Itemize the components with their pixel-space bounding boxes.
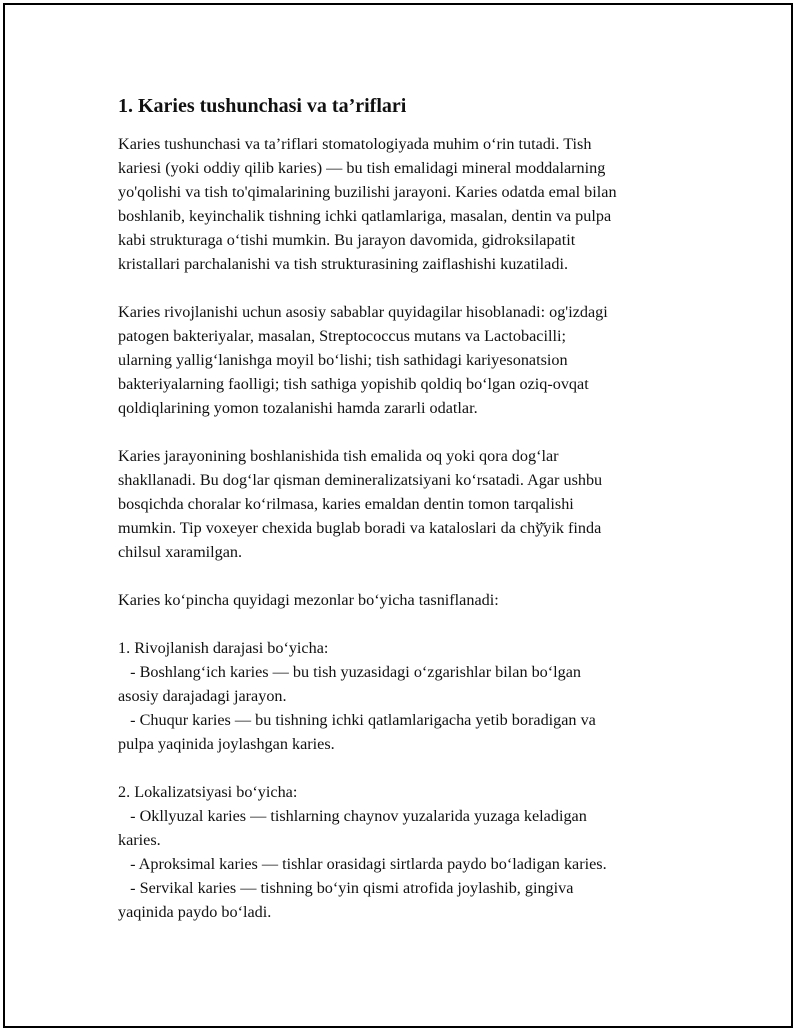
paragraph-causes: Karies rivojlanishi uchun asosiy sabablar quyidagilar hisoblanadi: og'izdagi patogen bakteriyalar, masalan, Streptococcus mutans va Lactobacilli; ularning yallig‘lanishga moyil bo‘lishi; tish sathidagi kariyesonatsion bakteriyalarning faolligi; tish sathiga yopishib qoldiq bo‘lgan oziq-ovqat qoldiqlarining yomon tozalanishi hamda zararli odatlar. [118,303,608,417]
classification-list-localization [118,780,698,924]
paragraph-early-stage: Karies jarayonining boshlanishida tish emalida oq yoki qora dog‘lar shakllanadi. Bu dog‘lar qisman demineralizatsiyani ko‘rsatadi. Agar ushbu bosqichda choralar ko‘rilmasa, karies emaldan dentin tomon tarqalishi mumkin. Tip voxeyer chexida buglab boradi va kataloslari da chў̆yik finda chilsul xaramilgan. [118,447,603,561]
list-item: - Okllyuzal karies — tishlarning chaynov yuzalarida yuzaga keladigan karies. [118,807,587,849]
paragraph-spacer [118,420,698,444]
list-title: 1. Rivojlanish darajasi bo‘yicha: [118,639,329,657]
paragraph-spacer [118,564,698,588]
list-item: - Aproksimal karies — tishlar orasidagi sirtlarda paydo bo‘ladigan karies. [118,855,607,873]
paragraph-definition: Karies tushunchasi va ta’riflari stomatologiyada muhim o‘rin tutadi. Tish kariesi (yoki oddiy qilib karies) — bu tish emalidagi mineral moddalarning yo'qolishi va tish to'qimalarining buzilishi jarayoni. Karies odatda emal bilan boshlanib, keyinchalik tishning ichki qatlamlariga, masalan, dentin va pulpa kabi strukturaga o‘tishi mumkin. Bu jarayon davomida, gidroksilapatit kristallari parchalanishi va tish strukturasining zaiflashishi kuzatiladi. [118,135,617,273]
paragraph-spacer [118,756,698,780]
section-heading: 1. Karies tushunchasi va ta’riflari [118,95,407,117]
paragraph-classification-intro: Karies ko‘pincha quyidagi mezonlar bo‘yicha tasniflanadi: [118,591,499,609]
list-item: - Chuqur karies — bu tishning ichki qatlamlarigacha yetib boradigan va pulpa yaqinida joylashgan karies. [118,711,596,753]
list-title: 2. Lokalizatsiyasi bo‘yicha: [118,783,298,801]
list-item: - Servikal karies — tishning bo‘yin qismi atrofida joylashib, gingiva yaqinida paydo bo‘ladi. [118,879,574,921]
paragraph-spacer [118,612,698,636]
list-item: - Boshlang‘ich karies — bu tish yuzasidagi o‘zgarishlar bilan bo‘lgan asosiy darajadagi jarayon. [118,663,582,705]
document-body [118,93,698,924]
classification-list-development [118,636,698,756]
paragraph-spacer [118,276,698,300]
